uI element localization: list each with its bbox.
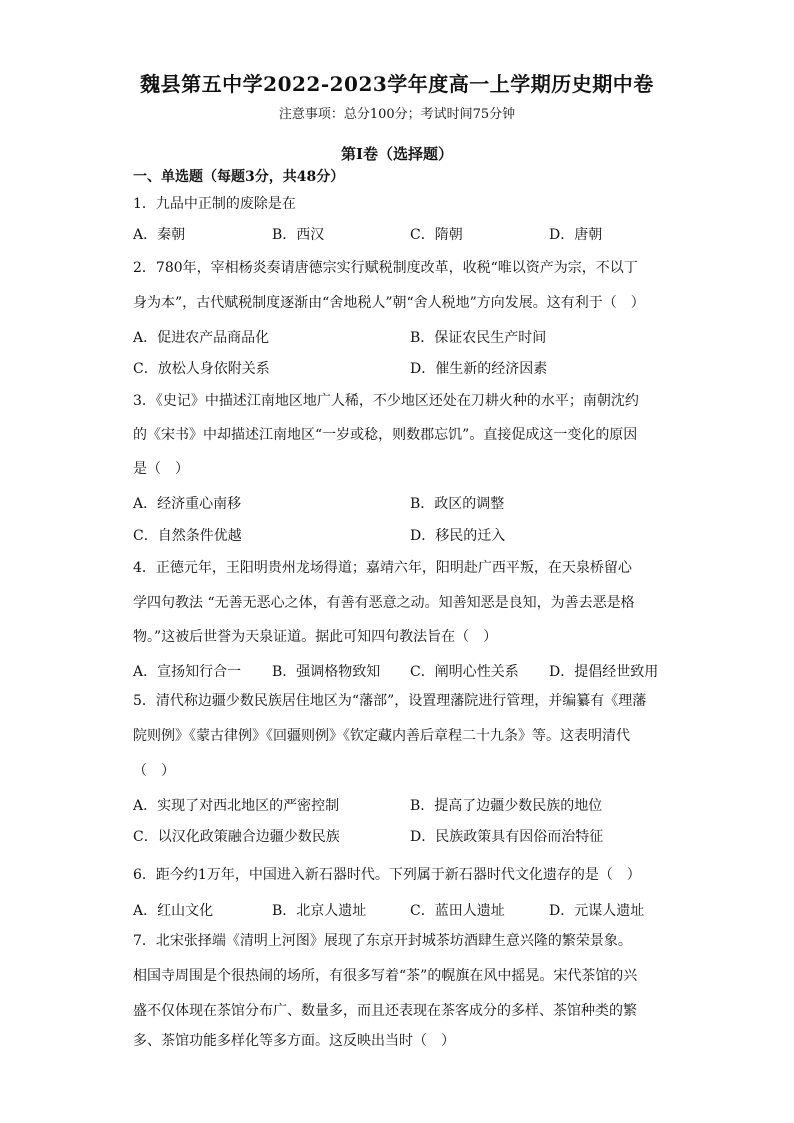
- question-1-option-a: A．秦朝: [133, 227, 186, 243]
- question-2-option-a: A．促进农产品商品化: [133, 330, 270, 346]
- question-3-option-c: C．自然条件优越: [133, 528, 242, 544]
- question-2-option-b: B．保证农民生产时间: [410, 330, 547, 346]
- question-5-option-b: B．提高了边疆少数民族的地位: [410, 798, 603, 814]
- question-3-option-a: A．经济重心南移: [133, 496, 242, 512]
- question-1-option-c: C．隋朝: [410, 227, 463, 243]
- question-4-stem-line-3: 物。”这被后世誉为天泉证道。据此可知四句教法旨在（ ）: [133, 629, 498, 645]
- question-7-stem-line-3: 盛不仅体现在茶馆分布广、数量多，而且还表现在茶客成分的多样、茶馆种类的繁: [133, 1003, 637, 1019]
- question-1-option-d: D．唐朝: [549, 227, 603, 243]
- question-2-stem-line-1: 2．780年，宰相杨炎奏请唐德宗实行赋税制度改革，收税“唯以资产为宗，不以丁: [133, 260, 638, 276]
- question-2-option-d: D．催生新的经济因素: [410, 361, 548, 377]
- question-6-option-a: A．红山文化: [133, 903, 214, 919]
- question-7-stem-line-4: 多、茶馆功能多样化等多方面。这反映出当时（ ）: [133, 1033, 455, 1049]
- question-3-stem-line-2: 的《宋书》中却描述江南地区“一岁或稔，则数郡忘饥”。直接促成这一变化的原因: [133, 427, 638, 443]
- question-3-stem-line-3: 是（ ）: [133, 461, 189, 477]
- exam-title: 魏县第五中学2022-2023学年度高一上学期历史期中卷: [140, 72, 654, 96]
- question-5-option-d: D．民族政策具有因俗而治特征: [410, 829, 604, 845]
- question-6-stem: 6．距今约1万年，中国进入新石器时代。下列属于新石器时代文化遗存的是（ ）: [133, 867, 641, 883]
- question-3-stem-line-1: 3．《史记》中描述江南地区地广人稀，不少地区还处在刀耕火种的水平；南朝沈约: [133, 393, 639, 409]
- question-4-option-b: B．强调格物致知: [272, 664, 381, 680]
- question-6-option-b: B．北京人遗址: [272, 903, 367, 919]
- question-6-option-d: D．元谋人遗址: [549, 903, 645, 919]
- question-7-stem-line-1: 7．北宋张择端《清明上河图》展现了东京开封城茶坊酒肆生意兴隆的繁荣景象。: [133, 933, 632, 949]
- question-4-option-a: A．宣扬知行合一: [133, 664, 242, 680]
- question-6-option-c: C．蓝田人遗址: [410, 903, 505, 919]
- question-1-option-b: B．西汉: [272, 227, 325, 243]
- question-2-stem-line-2: 身为本”，古代赋税制度逐渐由“舍地税人”朝“舍人税地”方向发展。这有利于（ ）: [133, 295, 645, 311]
- question-3-option-b: B．政区的调整: [410, 496, 505, 512]
- question-5-stem-line-1: 5．清代称边疆少数民族居住地区为“藩部”，设置理藩院进行管理，并编纂有《理藩: [133, 693, 647, 709]
- question-4-option-d: D．提倡经世致用: [549, 664, 659, 680]
- question-1-stem: 1．九品中正制的废除是在: [133, 196, 296, 212]
- question-3-option-d: D．移民的迁入: [410, 528, 506, 544]
- question-4-option-c: C．阐明心性关系: [410, 664, 519, 680]
- volume-heading: 第I卷（选择题）: [340, 145, 454, 163]
- question-4-stem-line-2: 学四句教法 “无善无恶心之体，有善有恶意之动。知善知恶是良知，为善去恶是格: [133, 595, 635, 611]
- question-2-option-c: C．放松人身依附关系: [133, 361, 270, 377]
- section-heading: 一、单选题（每题3分，共48分）: [133, 169, 345, 185]
- question-5-option-a: A．实现了对西北地区的严密控制: [133, 798, 340, 814]
- exam-notice: 注意事项：总分100分；考试时间75分钟: [278, 107, 516, 122]
- question-7-stem-line-2: 相国寺周围是个很热闹的场所，有很多写着“茶”的幌旗在风中摇晃。宋代茶馆的兴: [133, 968, 638, 984]
- question-5-stem-line-3: （ ）: [133, 763, 175, 779]
- question-5-option-c: C．以汉化政策融合边疆少数民族: [133, 829, 340, 845]
- question-5-stem-line-2: 院则例》《蒙古律例》《回疆则例》《钦定藏内善后章程二十九条》等。这表明清代: [133, 728, 630, 744]
- question-4-stem-line-1: 4．正德元年，王阳明贵州龙场得道；嘉靖六年，阳明赴广西平叛，在天泉桥留心: [133, 560, 632, 576]
